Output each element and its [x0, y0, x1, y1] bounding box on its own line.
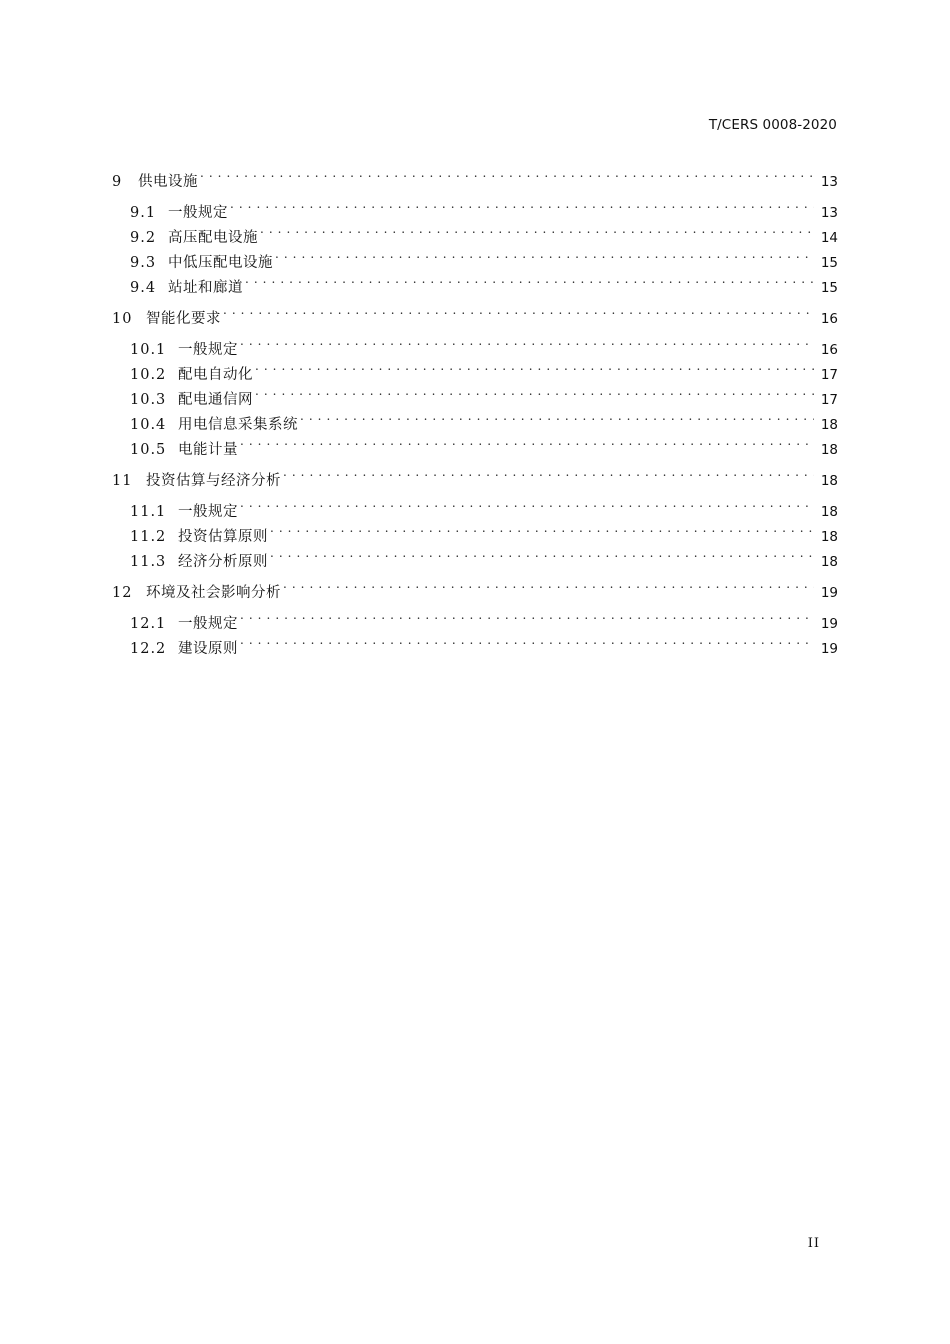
toc-page-number: 18: [820, 554, 838, 570]
toc-title: 高压配电设施: [168, 230, 258, 246]
toc-title: 建设原则: [178, 641, 238, 657]
toc-title: 用电信息采集系统: [178, 417, 298, 433]
toc-title: 一般规定: [178, 616, 238, 632]
toc-page-number: 18: [820, 473, 838, 489]
toc-entry[interactable]: [112, 298, 838, 329]
toc-page-number: 18: [820, 442, 838, 458]
toc-entry[interactable]: [112, 603, 838, 632]
toc-number: 11: [112, 473, 133, 489]
toc-leader-dots: [200, 161, 814, 186]
toc-number: 9.2: [130, 230, 157, 246]
document-code: T/CERS 0008-2020: [708, 117, 837, 133]
toc-page-number: 18: [820, 504, 838, 520]
toc-number: 10.1: [130, 342, 167, 358]
toc-title: 一般规定: [178, 342, 238, 358]
toc-leader-dots: [300, 404, 814, 429]
toc-number: 11.1: [130, 504, 167, 520]
toc-leader-dots: [270, 541, 814, 566]
toc-leader-dots: [275, 242, 814, 267]
toc-number: 12.1: [130, 616, 167, 632]
toc-leader-dots: [230, 192, 814, 217]
toc-title: 站址和廊道: [168, 280, 243, 296]
toc-page-number: 16: [820, 311, 838, 327]
toc-number: 12.2: [130, 641, 167, 657]
toc-title: 供电设施: [138, 174, 198, 190]
toc-title: 投资估算与经济分析: [146, 473, 281, 489]
toc-page-number: 15: [820, 280, 838, 296]
toc-leader-dots: [255, 354, 814, 379]
toc-page-number: 14: [820, 230, 838, 246]
toc-number: 10.3: [130, 392, 167, 408]
toc-number: 10.5: [130, 442, 167, 458]
toc-entry[interactable]: [112, 161, 838, 192]
toc-entry[interactable]: [112, 491, 838, 520]
toc-page-number: 13: [820, 174, 838, 190]
toc-entry[interactable]: [112, 460, 838, 491]
toc-title: 投资估算原则: [178, 529, 268, 545]
toc-leader-dots: [255, 379, 814, 404]
toc-title: 智能化要求: [146, 311, 221, 327]
toc-title: 环境及社会影响分析: [146, 585, 281, 601]
toc-page-number: 15: [820, 255, 838, 271]
toc-leader-dots: [283, 460, 814, 485]
toc-page-number: 19: [820, 585, 838, 601]
toc-number: 9: [112, 174, 123, 190]
toc-number: 10: [112, 311, 133, 327]
toc-number: 11.3: [130, 554, 167, 570]
toc-page-number: 13: [820, 205, 838, 221]
toc-leader-dots: [223, 298, 814, 323]
toc-number: 12: [112, 585, 133, 601]
toc-page-number: 19: [820, 641, 838, 657]
toc-page-number: 17: [820, 392, 838, 408]
toc-number: 9.4: [130, 280, 157, 296]
toc-number: 9.3: [130, 255, 157, 271]
toc-page-number: 17: [820, 367, 838, 383]
toc-title: 配电通信网: [178, 392, 253, 408]
toc-title: 一般规定: [178, 504, 238, 520]
toc-title: 电能计量: [178, 442, 238, 458]
table-of-contents: [112, 161, 838, 657]
toc-entry[interactable]: [112, 192, 838, 221]
toc-leader-dots: [240, 603, 814, 628]
toc-leader-dots: [240, 329, 814, 354]
toc-number: 10.4: [130, 417, 167, 433]
toc-leader-dots: [245, 267, 814, 292]
toc-leader-dots: [240, 429, 814, 454]
toc-page-number: 16: [820, 342, 838, 358]
toc-leader-dots: [270, 516, 814, 541]
toc-page-number: 18: [820, 529, 838, 545]
page-number: II: [807, 1236, 820, 1251]
toc-page-number: 18: [820, 417, 838, 433]
toc-title: 中低压配电设施: [168, 255, 273, 271]
toc-leader-dots: [240, 628, 814, 653]
toc-leader-dots: [283, 572, 814, 597]
toc-title: 一般规定: [168, 205, 228, 221]
toc-number: 10.2: [130, 367, 167, 383]
toc-number: 9.1: [130, 205, 157, 221]
toc-entry[interactable]: [112, 572, 838, 603]
toc-number: 11.2: [130, 529, 167, 545]
toc-leader-dots: [260, 217, 814, 242]
toc-leader-dots: [240, 491, 814, 516]
toc-title: 经济分析原则: [178, 554, 268, 570]
toc-title: 配电自动化: [178, 367, 253, 383]
toc-page-number: 19: [820, 616, 838, 632]
toc-entry[interactable]: [112, 329, 838, 358]
